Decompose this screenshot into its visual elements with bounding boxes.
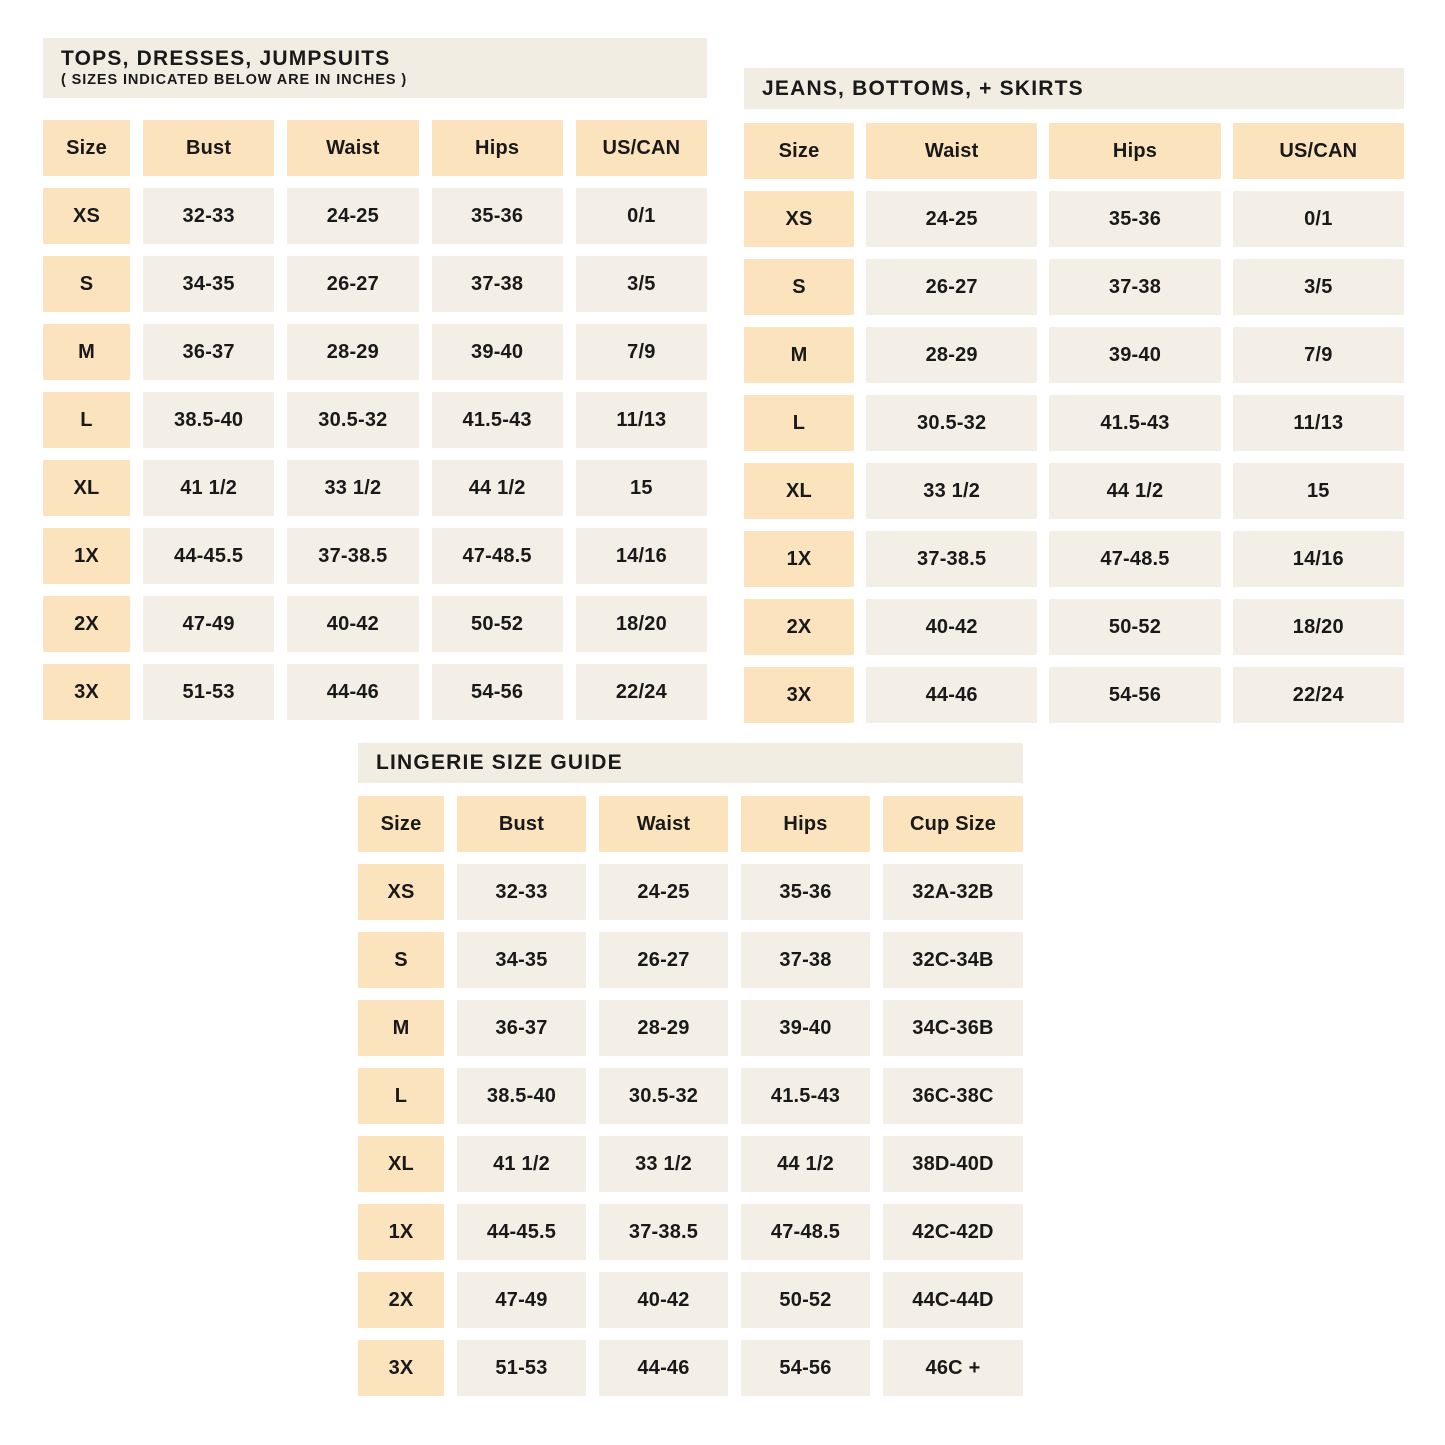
column-header-cup-size: Cup Size [883, 796, 1023, 852]
size-label-cell: 1X [744, 531, 854, 587]
size-label-cell: XL [358, 1136, 444, 1192]
value-cell: 50-52 [1049, 599, 1220, 655]
size-label-cell: S [744, 259, 854, 315]
value-cell: 37-38.5 [599, 1204, 728, 1260]
jeans-bottoms-skirts-table-section [744, 68, 1404, 723]
value-cell: 28-29 [599, 1000, 728, 1056]
size-label-cell: XS [43, 188, 130, 244]
size-label-cell: XL [744, 463, 854, 519]
column-header-waist: Waist [866, 123, 1037, 179]
value-cell: 15 [576, 460, 707, 516]
value-cell: 22/24 [1233, 667, 1404, 723]
value-cell: 36-37 [143, 324, 274, 380]
value-cell: 54-56 [741, 1340, 870, 1396]
value-cell: 44-45.5 [457, 1204, 586, 1260]
value-cell: 15 [1233, 463, 1404, 519]
column-header-hips: Hips [1049, 123, 1220, 179]
value-cell: 36-37 [457, 1000, 586, 1056]
tops-dresses-jumpsuits-table-section [43, 38, 707, 720]
lingerie-size-table [358, 796, 1023, 1396]
size-label-cell: M [358, 1000, 444, 1056]
tops-table-title: TOPS, DRESSES, JUMPSUITS [61, 46, 391, 70]
tops-size-table [43, 120, 707, 720]
value-cell: 35-36 [741, 864, 870, 920]
size-label-cell: 2X [43, 596, 130, 652]
value-cell: 35-36 [432, 188, 563, 244]
value-cell: 26-27 [599, 932, 728, 988]
value-cell: 41.5-43 [432, 392, 563, 448]
value-cell: 33 1/2 [599, 1136, 728, 1192]
size-label-cell: XS [744, 191, 854, 247]
value-cell: 39-40 [1049, 327, 1220, 383]
value-cell: 37-38.5 [287, 528, 418, 584]
value-cell: 24-25 [866, 191, 1037, 247]
column-header-hips: Hips [741, 796, 870, 852]
value-cell: 35-36 [1049, 191, 1220, 247]
value-cell: 34-35 [143, 256, 274, 312]
jeans-table-title-bar [744, 68, 1404, 109]
value-cell: 40-42 [866, 599, 1037, 655]
value-cell: 44 1/2 [741, 1136, 870, 1192]
value-cell: 51-53 [143, 664, 274, 720]
value-cell: 44C-44D [883, 1272, 1023, 1328]
value-cell: 18/20 [576, 596, 707, 652]
size-label-cell: 3X [43, 664, 130, 720]
lingerie-table-title-bar [358, 743, 1023, 783]
value-cell: 7/9 [1233, 327, 1404, 383]
value-cell: 46C + [883, 1340, 1023, 1396]
value-cell: 0/1 [1233, 191, 1404, 247]
column-header-size: Size [43, 120, 130, 176]
value-cell: 51-53 [457, 1340, 586, 1396]
lingerie-size-guide-table-section [358, 743, 1023, 1396]
value-cell: 34C-36B [883, 1000, 1023, 1056]
value-cell: 37-38.5 [866, 531, 1037, 587]
value-cell: 11/13 [576, 392, 707, 448]
column-header-bust: Bust [457, 796, 586, 852]
value-cell: 34-35 [457, 932, 586, 988]
value-cell: 32-33 [457, 864, 586, 920]
value-cell: 40-42 [599, 1272, 728, 1328]
column-header-size: Size [358, 796, 444, 852]
size-label-cell: M [43, 324, 130, 380]
value-cell: 32C-34B [883, 932, 1023, 988]
value-cell: 37-38 [1049, 259, 1220, 315]
value-cell: 44 1/2 [1049, 463, 1220, 519]
value-cell: 39-40 [432, 324, 563, 380]
value-cell: 30.5-32 [599, 1068, 728, 1124]
value-cell: 41 1/2 [457, 1136, 586, 1192]
column-header-bust: Bust [143, 120, 274, 176]
value-cell: 0/1 [576, 188, 707, 244]
value-cell: 47-49 [143, 596, 274, 652]
size-label-cell: L [43, 392, 130, 448]
size-label-cell: 2X [744, 599, 854, 655]
value-cell: 24-25 [287, 188, 418, 244]
value-cell: 47-48.5 [1049, 531, 1220, 587]
value-cell: 54-56 [432, 664, 563, 720]
value-cell: 33 1/2 [866, 463, 1037, 519]
value-cell: 38D-40D [883, 1136, 1023, 1192]
value-cell: 32-33 [143, 188, 274, 244]
size-label-cell: L [358, 1068, 444, 1124]
value-cell: 26-27 [287, 256, 418, 312]
value-cell: 44 1/2 [432, 460, 563, 516]
column-header-hips: Hips [432, 120, 563, 176]
value-cell: 47-49 [457, 1272, 586, 1328]
size-label-cell: XS [358, 864, 444, 920]
value-cell: 11/13 [1233, 395, 1404, 451]
jeans-size-table [744, 123, 1404, 723]
value-cell: 40-42 [287, 596, 418, 652]
size-label-cell: 3X [744, 667, 854, 723]
value-cell: 44-46 [599, 1340, 728, 1396]
value-cell: 28-29 [866, 327, 1037, 383]
value-cell: 30.5-32 [287, 392, 418, 448]
value-cell: 47-48.5 [741, 1204, 870, 1260]
column-header-size: Size [744, 123, 854, 179]
value-cell: 41.5-43 [741, 1068, 870, 1124]
value-cell: 24-25 [599, 864, 728, 920]
value-cell: 30.5-32 [866, 395, 1037, 451]
value-cell: 37-38 [741, 932, 870, 988]
lingerie-table-title: LINGERIE SIZE GUIDE [376, 751, 623, 775]
column-header-us-can: US/CAN [576, 120, 707, 176]
size-label-cell: S [43, 256, 130, 312]
value-cell: 18/20 [1233, 599, 1404, 655]
value-cell: 28-29 [287, 324, 418, 380]
value-cell: 7/9 [576, 324, 707, 380]
size-label-cell: 1X [43, 528, 130, 584]
value-cell: 44-45.5 [143, 528, 274, 584]
value-cell: 14/16 [1233, 531, 1404, 587]
size-label-cell: L [744, 395, 854, 451]
value-cell: 32A-32B [883, 864, 1023, 920]
value-cell: 54-56 [1049, 667, 1220, 723]
value-cell: 39-40 [741, 1000, 870, 1056]
value-cell: 14/16 [576, 528, 707, 584]
column-header-us-can: US/CAN [1233, 123, 1404, 179]
size-label-cell: 2X [358, 1272, 444, 1328]
value-cell: 44-46 [866, 667, 1037, 723]
size-label-cell: S [358, 932, 444, 988]
value-cell: 33 1/2 [287, 460, 418, 516]
value-cell: 38.5-40 [457, 1068, 586, 1124]
size-label-cell: 3X [358, 1340, 444, 1396]
size-label-cell: 1X [358, 1204, 444, 1260]
value-cell: 47-48.5 [432, 528, 563, 584]
value-cell: 22/24 [576, 664, 707, 720]
value-cell: 41 1/2 [143, 460, 274, 516]
size-label-cell: M [744, 327, 854, 383]
value-cell: 41.5-43 [1049, 395, 1220, 451]
size-label-cell: XL [43, 460, 130, 516]
column-header-waist: Waist [599, 796, 728, 852]
column-header-waist: Waist [287, 120, 418, 176]
value-cell: 3/5 [576, 256, 707, 312]
value-cell: 36C-38C [883, 1068, 1023, 1124]
value-cell: 50-52 [432, 596, 563, 652]
tops-table-title-bar [43, 38, 707, 98]
jeans-table-title: JEANS, BOTTOMS, + SKIRTS [762, 76, 1084, 100]
value-cell: 26-27 [866, 259, 1037, 315]
value-cell: 37-38 [432, 256, 563, 312]
value-cell: 50-52 [741, 1272, 870, 1328]
tops-table-subtitle: ( SIZES INDICATED BELOW ARE IN INCHES ) [61, 72, 408, 89]
value-cell: 38.5-40 [143, 392, 274, 448]
value-cell: 44-46 [287, 664, 418, 720]
value-cell: 3/5 [1233, 259, 1404, 315]
value-cell: 42C-42D [883, 1204, 1023, 1260]
